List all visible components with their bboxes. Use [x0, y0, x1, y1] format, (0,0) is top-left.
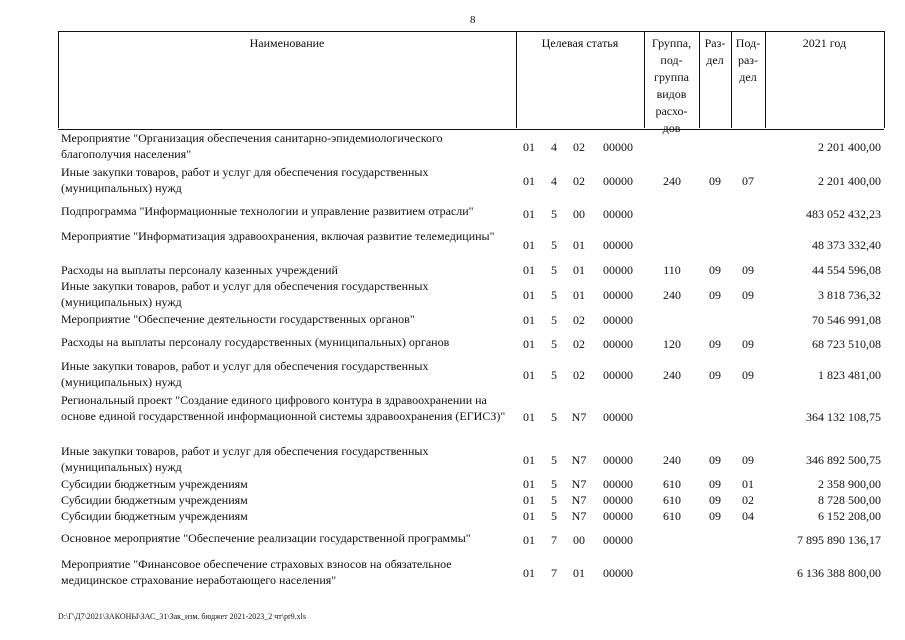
table-row [58, 130, 884, 164]
table-row [58, 358, 884, 392]
row-sec: 09 [709, 493, 721, 507]
row-c2: 5 [551, 263, 557, 277]
row-c4: 00000 [603, 477, 633, 491]
row-c4: 00000 [603, 174, 633, 188]
row-c1: 01 [523, 477, 535, 491]
row-name: Субсидии бюджетным учреждениям [61, 477, 248, 491]
header-name: Наименование [249, 36, 325, 50]
row-c4: 00000 [603, 493, 633, 507]
row-name: Субсидии бюджетным учреждениям [61, 493, 248, 507]
header-section-line: Раз- [704, 36, 726, 50]
row-c4: 00000 [603, 337, 633, 351]
row-c1: 01 [523, 337, 535, 351]
row-name: Мероприятие "Информатизация здравоохранения, включая развитие телемедицины" [61, 229, 495, 243]
row-c4: 00000 [603, 368, 633, 382]
header-divider [884, 31, 885, 128]
row-c3: 00 [573, 207, 585, 221]
row-amount: 48 373 332,40 [812, 238, 881, 252]
row-c2: 5 [551, 288, 557, 302]
table-row [58, 203, 884, 225]
header-group-line: расхо- [655, 104, 688, 118]
table-row [58, 278, 884, 312]
row-grp: 110 [663, 263, 681, 277]
table-row [58, 164, 884, 198]
row-sub: 07 [742, 174, 754, 188]
table-row [58, 508, 884, 524]
row-c2: 5 [551, 410, 557, 424]
row-name: Иные закупки товаров, работ и услуг для обеспечения государственных (муниципальных) нужд [61, 279, 429, 309]
row-c1: 01 [523, 566, 535, 580]
row-name: Подпрограмма "Информационные технологии и управление развитием отрасли" [61, 204, 474, 218]
header-subsection-line: раз- [737, 53, 759, 67]
row-c4: 00000 [603, 140, 633, 154]
row-name: Субсидии бюджетным учреждениям [61, 509, 248, 523]
header-subsection-line: дел [739, 70, 757, 84]
row-amount: 8 728 500,00 [818, 493, 881, 507]
row-c2: 4 [551, 174, 557, 188]
row-sub: 02 [742, 493, 754, 507]
row-sec: 09 [709, 337, 721, 351]
header-subsection-line: Под- [735, 36, 761, 50]
row-c1: 01 [523, 263, 535, 277]
row-grp: 240 [663, 288, 681, 302]
row-c3: N7 [571, 410, 587, 424]
row-c4: 00000 [603, 566, 633, 580]
row-grp: 120 [663, 337, 681, 351]
row-c4: 00000 [603, 410, 633, 424]
header-group-line: дов [662, 121, 681, 135]
row-c3: 01 [573, 263, 585, 277]
row-c3: 01 [573, 566, 585, 580]
table-row [58, 492, 884, 508]
row-sub: 09 [742, 453, 754, 467]
row-amount: 7 895 890 136,17 [797, 533, 881, 547]
row-grp: 610 [663, 493, 681, 507]
row-c4: 00000 [603, 207, 633, 221]
table-row [58, 392, 884, 442]
row-c4: 00000 [603, 453, 633, 467]
header-section [699, 35, 731, 69]
row-amount: 2 201 400,00 [818, 174, 881, 188]
header-group-line: Группа, [651, 36, 692, 50]
row-amount: 70 546 991,08 [812, 313, 881, 327]
row-grp: 610 [663, 477, 681, 491]
row-amount: 346 892 500,75 [806, 453, 881, 467]
row-c3: 00 [573, 533, 585, 547]
row-name: Мероприятие "Обеспечение деятельности государственных органов" [61, 312, 415, 326]
header-section-line: дел [706, 53, 724, 67]
table-row [58, 228, 884, 262]
row-c1: 01 [523, 174, 535, 188]
row-name: Мероприятие "Организация обеспечения санитарно-эпидемиологического благополучия населения" [61, 131, 443, 161]
row-c2: 5 [551, 493, 557, 507]
row-c1: 01 [523, 533, 535, 547]
row-c4: 00000 [603, 533, 633, 547]
row-name: Мероприятие "Финансовое обеспечение страховых взносов на обязательное медицинское страхование неработающего населения" [61, 557, 452, 587]
row-c2: 5 [551, 477, 557, 491]
row-c1: 01 [523, 288, 535, 302]
row-c1: 01 [523, 140, 535, 154]
row-c3: N7 [571, 493, 587, 507]
row-sub: 09 [742, 368, 754, 382]
row-grp: 610 [663, 509, 681, 523]
row-c3: 02 [573, 313, 585, 327]
row-c3: 02 [573, 337, 585, 351]
row-amount: 364 132 108,75 [806, 410, 881, 424]
row-name: Основное мероприятие "Обеспечение реализации государственной программы" [61, 531, 471, 545]
row-sub: 04 [742, 509, 754, 523]
row-grp: 240 [663, 453, 681, 467]
row-c1: 01 [523, 368, 535, 382]
row-sec: 09 [709, 509, 721, 523]
row-c3: N7 [571, 509, 587, 523]
row-name: Иные закупки товаров, работ и услуг для обеспечения государственных (муниципальных) нужд [61, 359, 429, 389]
row-c1: 01 [523, 509, 535, 523]
row-c2: 4 [551, 140, 557, 154]
row-amount: 2 201 400,00 [818, 140, 881, 154]
row-sub: 01 [742, 477, 754, 491]
row-c3: 02 [573, 174, 585, 188]
row-c1: 01 [523, 313, 535, 327]
header-year: 2021 год [802, 36, 847, 50]
row-c2: 7 [551, 566, 557, 580]
row-amount: 1 823 481,00 [818, 368, 881, 382]
row-c1: 01 [523, 207, 535, 221]
row-amount: 2 358 900,00 [818, 477, 881, 491]
row-grp: 240 [663, 368, 681, 382]
row-c3: 02 [573, 368, 585, 382]
row-c4: 00000 [603, 263, 633, 277]
row-name: Иные закупки товаров, работ и услуг для обеспечения государственных (муниципальных) нужд [61, 165, 429, 195]
row-amount: 483 052 432,23 [806, 207, 881, 221]
header-group [644, 35, 699, 137]
row-sec: 09 [709, 174, 721, 188]
row-amount: 3 818 736,32 [818, 288, 881, 302]
row-sec: 09 [709, 477, 721, 491]
row-sub: 09 [742, 337, 754, 351]
row-name: Расходы на выплаты персоналу государственных (муниципальных) органов [61, 335, 450, 349]
table-row [58, 530, 884, 550]
table-row [58, 476, 884, 492]
row-c2: 5 [551, 368, 557, 382]
table-row [58, 556, 884, 590]
row-amount: 68 723 510,08 [812, 337, 881, 351]
row-grp: 240 [663, 174, 681, 188]
table-row [58, 334, 884, 354]
header-subsection [731, 35, 765, 86]
row-name: Региональный проект "Создание единого цифрового контура в здравоохранении на основе единой государственной информационной системы здравоохранения (ЕГИСЗ)" [61, 393, 506, 423]
row-c2: 5 [551, 509, 557, 523]
row-c2: 7 [551, 533, 557, 547]
row-c1: 01 [523, 493, 535, 507]
row-sec: 09 [709, 368, 721, 382]
row-sec: 09 [709, 288, 721, 302]
row-c2: 5 [551, 313, 557, 327]
row-sec: 09 [709, 263, 721, 277]
row-c2: 5 [551, 207, 557, 221]
row-c4: 00000 [603, 238, 633, 252]
row-sub: 09 [742, 288, 754, 302]
header-group-line: видов [656, 87, 687, 101]
row-c1: 01 [523, 238, 535, 252]
page-number: 8 [470, 14, 476, 26]
row-amount: 6 136 388 800,00 [797, 566, 881, 580]
row-c2: 5 [551, 337, 557, 351]
row-c2: 5 [551, 238, 557, 252]
footer-file-path: D:\Г\Д7\2021\ЗАКОНЫ\ЗАС_31\Зак_изм. бюджет 2021-2023_2 чт\pr9.xls [58, 612, 307, 621]
table-row [58, 443, 884, 477]
row-amount: 6 152 208,00 [818, 509, 881, 523]
row-amount: 44 554 596,08 [812, 263, 881, 277]
row-name: Расходы на выплаты персоналу казенных учреждений [61, 263, 338, 277]
row-c3: 01 [573, 288, 585, 302]
header-group-line: группа [654, 70, 689, 84]
row-sec: 09 [709, 453, 721, 467]
table-row [58, 311, 884, 329]
row-c4: 00000 [603, 288, 633, 302]
header-target: Целевая статья [541, 36, 619, 50]
row-c4: 00000 [603, 509, 633, 523]
row-name: Иные закупки товаров, работ и услуг для обеспечения государственных (муниципальных) нужд [61, 444, 429, 474]
row-c3: N7 [571, 453, 587, 467]
row-c4: 00000 [603, 313, 633, 327]
row-c3: 02 [573, 140, 585, 154]
row-c1: 01 [523, 410, 535, 424]
row-c1: 01 [523, 453, 535, 467]
row-c3: N7 [571, 477, 587, 491]
row-c2: 5 [551, 453, 557, 467]
table-row [58, 262, 884, 278]
row-c3: 01 [573, 238, 585, 252]
row-sub: 09 [742, 263, 754, 277]
header-group-line: под- [660, 53, 683, 67]
